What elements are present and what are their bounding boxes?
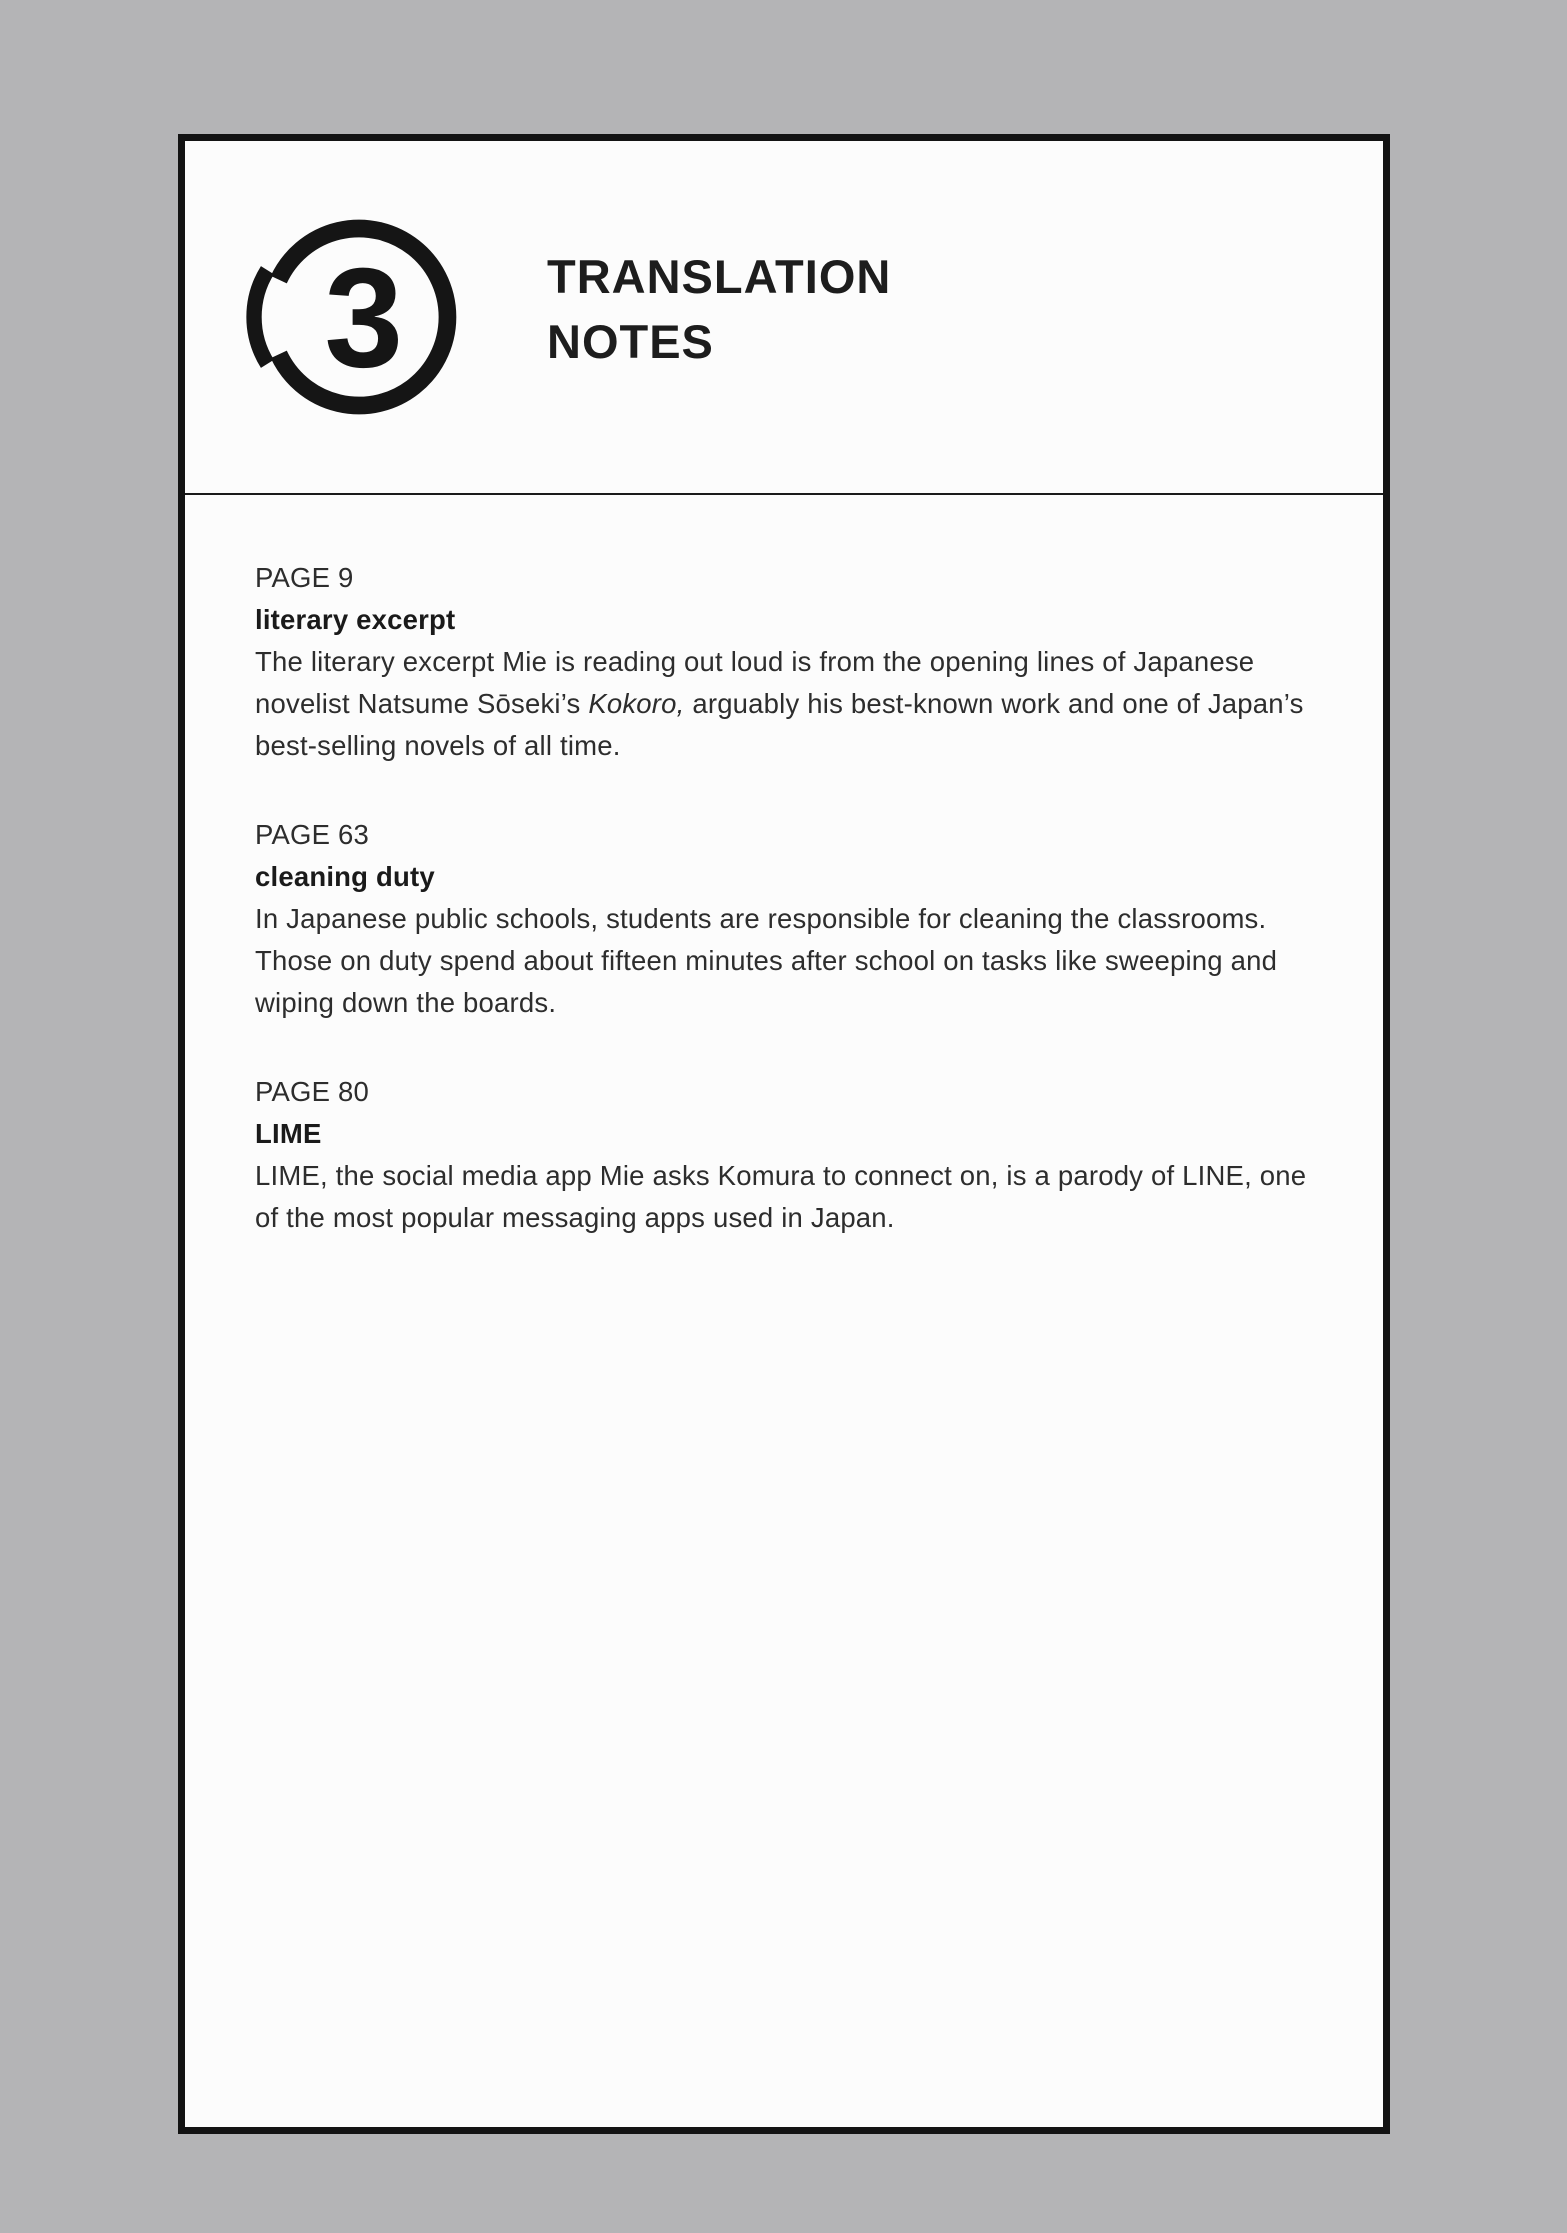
note-term: LIME: [255, 1118, 322, 1149]
note-body-text: The literary excerpt Mie is reading out loud is from the opening lines of Japanese novelist Natsume Sōseki’s: [255, 646, 1255, 719]
note-body-text: LIME, the social media app Mie asks Komura to connect on, is a parody of LINE, one of the most popular messaging apps used in Japan.: [255, 1160, 1307, 1233]
page-title-line1: TRANSLATION: [547, 250, 892, 303]
note-body-italic: Kokoro,: [588, 688, 685, 719]
chapter-number-badge: [241, 199, 477, 435]
note-entry: [255, 814, 1311, 1024]
badge-left-arc: [254, 270, 267, 364]
note-body: [255, 641, 1311, 767]
note-page-label: PAGE 63: [255, 819, 370, 850]
note-entry: [255, 557, 1311, 767]
badge-number: 3: [324, 239, 404, 398]
note-page-label: PAGE 9: [255, 562, 354, 593]
page-title-line2: NOTES: [547, 314, 714, 368]
note-body: [255, 1155, 1311, 1239]
note-page-label: PAGE 80: [255, 1076, 370, 1107]
note-term: literary excerpt: [255, 604, 456, 635]
page-title: [547, 245, 891, 375]
note-term: cleaning duty: [255, 861, 435, 892]
notes-content: [185, 495, 1383, 1239]
note-entry: [255, 1071, 1311, 1239]
circled-three-icon: [241, 199, 477, 435]
note-body-text: arguably his best-known work and one of Japan’s best-selling novels of all time.: [255, 688, 1304, 761]
page-header: [185, 141, 1383, 495]
note-body: [255, 898, 1311, 1024]
note-body-text: In Japanese public schools, students are responsible for cleaning the classrooms. Those on duty spend about fifteen minutes after school on tasks like sweeping and wiping down the boards.: [255, 903, 1278, 1018]
book-page: [178, 134, 1390, 2134]
